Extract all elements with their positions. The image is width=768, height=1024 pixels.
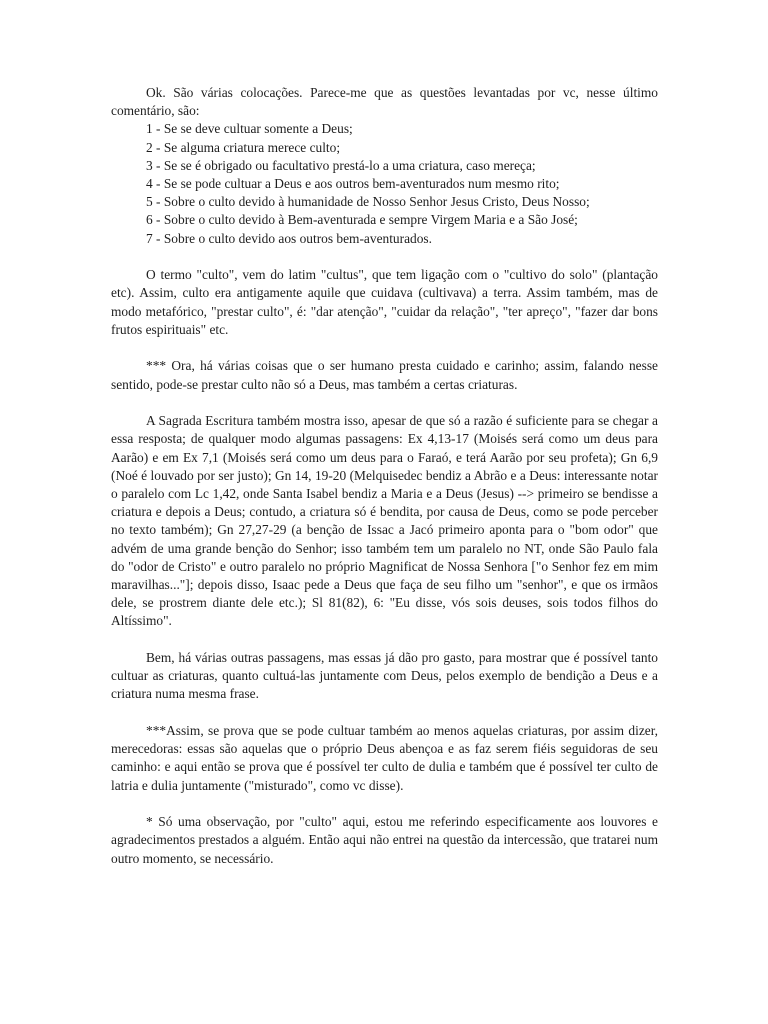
list-item: 3 - Se se é obrigado ou facultativo prestá-lo a uma criatura, caso mereça;	[146, 157, 536, 173]
list-item: 4 - Se se pode cultuar a Deus e aos outros bem-aventurados num mesmo rito;	[146, 176, 560, 192]
list-item: 6 - Sobre o culto devido à Bem-aventurada e sempre Virgem Maria e a São José;	[146, 212, 578, 228]
paragraph-culto-definition: O termo "culto", vem do latim "cultus", que tem ligação com o "cultivo do solo" (plantação etc). Assim, culto era antigamente aquile que cuidava (cultivava) a terra. Assim também, mas de modo metafórico, "prestar culto", é: "dar atenção", "cuidar da relação", "ter apreço", "fazer dar bons frutos espirituais" etc.	[111, 267, 658, 337]
paragraph-dulia-latria: ***Assim, se prova que se pode cultuar também ao menos aquelas criaturas, por assim dizer, merecedoras: essas são aquelas que o próprio Deus abençoa e as faz serem fiéis seguidoras de seu caminho: e aqui então se prova que é possível ter culto de dulia e também que é possível ter culto de latria e dulia juntamente ("misturado", como vc disse).	[111, 723, 658, 793]
intro-paragraph: Ok. São várias colocações. Parece-me que as questões levantadas por vc, nesse último comentário, são:	[111, 85, 658, 119]
list-item: 5 - Sobre o culto devido à humanidade de Nosso Senhor Jesus Cristo, Deus Nosso;	[146, 194, 590, 210]
document-page	[111, 84, 658, 886]
paragraph-scripture: A Sagrada Escritura também mostra isso, apesar de que só a razão é suficiente para se chegar a essa resposta; de qualquer modo algumas passagens: Ex 4,13-17 (Moisés será como um deus para Aarão) e em Ex 7,1 (Moisés será como um deus para o Faraó, e terá Aarão por seu profeta); Gn 6,9 (Noé é louvado por ser justo); Gn 14, 19-20 (Melquisedec bendiz a Abrão e a Deus: interessante notar o paralelo com Lc 1,42, onde Santa Isabel bendiz a Maria e a Deus (Jesus) --> primeiro se bendisse a criatura e depois a Deus; contudo, a criatura só é bendita, por causa de Deus, como se pode perceber no texto também); Gn 27,27-29 (a benção de Issac a Jacó primeiro aponta para o "bom odor" que advém de uma grande benção do Senhor; isso também tem um paralelo no NT, onde São Paulo fala do "odor de Cristo" e outro paralelo no próprio Magnificat de Nossa Senhora ["o Senhor fez em mim maravilhas..."]; depois disso, Isaac pede a Deus que faça de seu filho um "senhor", e que os irmãos dele, se prostrem diante dele etc.); Sl 81(82), 6: "Eu disse, vós sois deuses, sois todos filhos do Altíssimo".	[111, 413, 658, 629]
paragraph-other-passages: Bem, há várias outras passagens, mas essas já dão pro gasto, para mostrar que é possível tanto cultuar as criaturas, quanto cultuá-las juntamente com Deus, pelos exemplo de bendição a Deus e a criatura numa mesma frase.	[111, 650, 658, 702]
list-item: 2 - Se alguma criatura merece culto;	[146, 139, 341, 155]
list-item: 7 - Sobre o culto devido aos outros bem-aventurados.	[146, 230, 432, 246]
questions-list	[111, 120, 658, 247]
paragraph-observation: * Só uma observação, por "culto" aqui, estou me referindo especificamente aos louvores e agradecimentos prestados a alguém. Então aqui não entrei na questão da intercessão, que tratarei num outro momento, se necessário.	[111, 814, 658, 866]
paragraph-culto-creatures: *** Ora, há várias coisas que o ser humano presta cuidado e carinho; assim, falando nesse sentido, pode-se prestar culto não só a Deus, mas também a certas criaturas.	[111, 358, 658, 392]
list-item: 1 - Se se deve cultuar somente a Deus;	[146, 121, 353, 137]
